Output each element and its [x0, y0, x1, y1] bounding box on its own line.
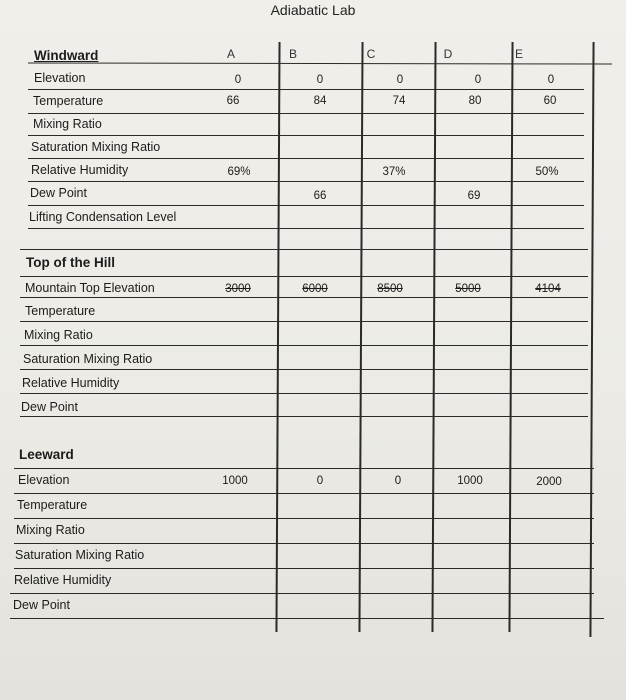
grid-hline: [14, 493, 594, 494]
leeward-heading: Leeward: [19, 447, 74, 462]
row-label-windward-temperature: Temperature: [33, 94, 104, 108]
cell-leeward-elevation-b: 0: [316, 475, 324, 487]
hill-heading: Top of the Hill: [26, 255, 115, 270]
grid-hline: [28, 62, 612, 64]
windward-heading: Windward: [34, 48, 99, 63]
cell-windward-temperature-c: 74: [392, 95, 406, 107]
row-label-windward-lcl: Lifting Condensation Level: [29, 210, 177, 224]
grid-hline: [10, 593, 594, 594]
cell-leeward-elevation-d: 1000: [457, 475, 483, 487]
cell-leeward-elevation-e: 2000: [536, 476, 562, 488]
cell-leeward-elevation-a: 1000: [222, 475, 248, 487]
cell-hill-elevation-c: 8500: [377, 283, 403, 295]
grid-hline: [28, 89, 584, 90]
page-title: Adiabatic Lab: [270, 2, 356, 18]
cell-hill-elevation-d: 5000: [455, 283, 481, 295]
cell-leeward-elevation-c: 0: [394, 475, 402, 487]
row-label-hill-relative-humidity: Relative Humidity: [22, 376, 120, 390]
cell-windward-temperature-b: 84: [313, 95, 327, 107]
cell-windward-dewpoint-d: 69: [467, 190, 481, 202]
grid-hline: [14, 518, 594, 519]
grid-hline: [14, 543, 594, 544]
grid-hline: [20, 393, 588, 394]
row-label-windward-dew-point: Dew Point: [30, 186, 87, 200]
cell-windward-temperature-e: 60: [543, 95, 557, 107]
row-label-hill-dew-point: Dew Point: [21, 400, 78, 414]
row-label-leeward-mixing-ratio: Mixing Ratio: [16, 523, 85, 537]
row-label-leeward-saturation-mixing-ratio: Saturation Mixing Ratio: [15, 548, 145, 562]
row-label-leeward-temperature: Temperature: [17, 498, 88, 512]
row-label-leeward-dew-point: Dew Point: [13, 598, 70, 612]
column-header-e: E: [514, 47, 523, 61]
cell-windward-dewpoint-b: 66: [313, 190, 327, 202]
row-label-windward-elevation: Elevation: [34, 71, 86, 85]
row-label-leeward-relative-humidity: Relative Humidity: [14, 573, 112, 587]
row-label-hill-temperature: Temperature: [25, 304, 96, 318]
cell-hill-elevation-b: 6000: [302, 283, 328, 295]
column-header-b: B: [288, 47, 297, 61]
grid-hline: [28, 181, 584, 182]
row-label-windward-mixing-ratio: Mixing Ratio: [33, 117, 102, 131]
row-label-windward-relative-humidity: Relative Humidity: [31, 163, 129, 177]
cell-windward-rh-a: 69%: [227, 166, 251, 178]
cell-windward-temperature-a: 66: [226, 95, 240, 107]
row-label-hill-elevation: Mountain Top Elevation: [25, 281, 155, 295]
grid-hline: [14, 468, 594, 469]
column-header-c: C: [366, 47, 376, 61]
row-label-windward-saturation-mixing-ratio: Saturation Mixing Ratio: [31, 140, 161, 154]
grid-hline: [20, 369, 588, 370]
grid-hline: [10, 618, 604, 619]
grid-hline: [20, 345, 588, 346]
cell-windward-elevation-c: 0: [396, 74, 404, 86]
cell-windward-elevation-e: 0: [547, 74, 555, 86]
cell-hill-elevation-a: 3000: [225, 283, 251, 295]
grid-hline: [28, 113, 584, 114]
grid-vline-5: [589, 42, 594, 637]
grid-hline: [20, 416, 588, 417]
cell-windward-temperature-d: 80: [468, 95, 482, 107]
column-header-d: D: [443, 47, 453, 61]
grid-hline: [28, 228, 584, 229]
column-header-a: A: [226, 47, 235, 61]
cell-windward-rh-c: 37%: [382, 166, 406, 178]
cell-windward-rh-e: 50%: [535, 166, 559, 178]
row-label-hill-mixing-ratio: Mixing Ratio: [24, 328, 93, 342]
grid-hline: [20, 249, 588, 250]
grid-hline: [20, 276, 588, 277]
grid-hline: [28, 135, 584, 136]
row-label-leeward-elevation: Elevation: [18, 473, 70, 487]
cell-windward-elevation-d: 0: [474, 74, 482, 86]
cell-windward-elevation-a: 0: [234, 74, 242, 86]
grid-hline: [28, 205, 584, 206]
row-label-hill-saturation-mixing-ratio: Saturation Mixing Ratio: [23, 352, 153, 366]
grid-hline: [14, 568, 594, 569]
cell-windward-elevation-b: 0: [316, 74, 324, 86]
grid-hline: [28, 158, 584, 159]
cell-hill-elevation-e: 4104: [535, 283, 561, 295]
grid-hline: [20, 297, 588, 298]
grid-hline: [20, 321, 588, 322]
